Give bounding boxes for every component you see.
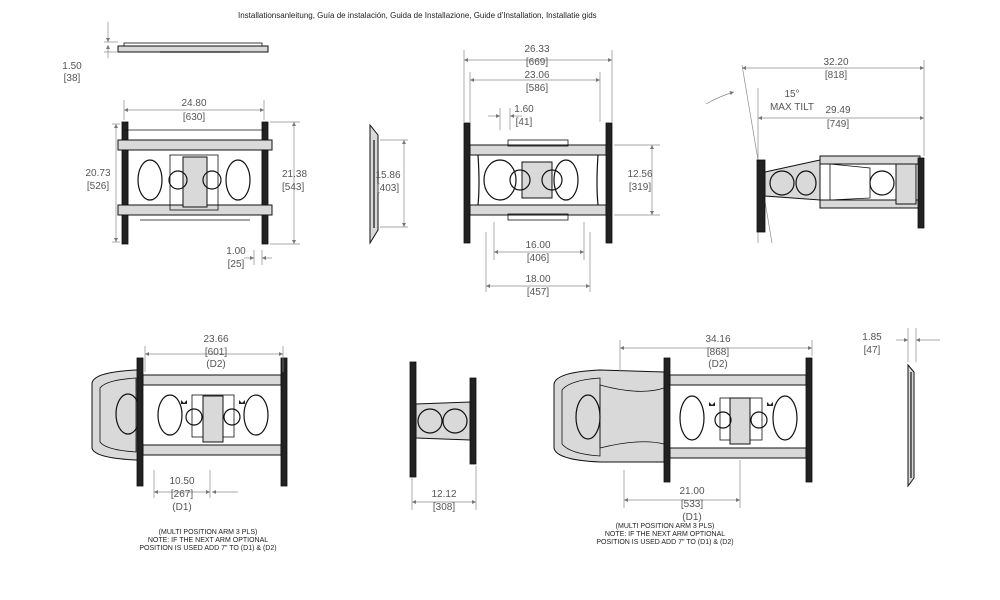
dim-1-60-mm: [41] (515, 117, 533, 128)
dim-34-16-tag: (D2) (708, 359, 728, 370)
view-front (112, 100, 300, 265)
dim-23-66-mm: [601] (204, 347, 228, 358)
dim-12-56-mm: [319] (628, 182, 652, 193)
dim-26-33: 26.33 (524, 44, 550, 55)
dim-1-00-mm: [25] (227, 259, 245, 270)
dim-23-66-tag: (D2) (206, 359, 226, 370)
dim-32-20: 32.20 (823, 57, 849, 68)
dim-18-00: 18.00 (525, 274, 551, 285)
dim-1-85: 1.85 (862, 332, 882, 343)
dim-23-06-mm: [586] (525, 83, 549, 94)
dim-16-00-mm: [406] (526, 253, 550, 264)
dim-16-00: 16.00 (525, 240, 551, 251)
dim-10-50-mm: [267] (170, 489, 194, 500)
note-right-line2: NOTE: IF THE NEXT ARM OPTIONAL (604, 531, 726, 538)
view-thin-side-right (896, 328, 940, 486)
dim-10-50-tag: (D1) (172, 502, 192, 513)
header-title: Installationsanleitung, Guía de instalación, Guida de Installazione, Guide d'Installation, Installatie gids (238, 11, 597, 20)
dim-18-00-mm: [457] (526, 287, 550, 298)
dim-15-86-mm: [403] (376, 183, 400, 194)
dim-1-00: 1.00 (226, 246, 246, 257)
view-extended-right (554, 340, 812, 508)
dim-12-12: 12.12 (431, 489, 457, 500)
dim-24-80: 24.80 (181, 98, 207, 109)
view-tilt (706, 60, 924, 243)
dim-12-12-mm: [308] (432, 502, 456, 513)
dim-1-85-mm: [47] (863, 345, 881, 356)
note-right-line3: POSITION IS USED ADD 7" TO (D1) & (D2) (596, 539, 734, 546)
dim-24-80-mm: [630] (182, 112, 206, 123)
dim-23-06: 23.06 (524, 70, 550, 81)
dim-26-33-mm: [669] (525, 57, 549, 68)
dim-1-50: 1.50 (62, 61, 82, 72)
note-left-line3: POSITION IS USED ADD 7" TO (D1) & (D2) (139, 545, 277, 552)
note-left-line1: (MULTI POSITION ARM 3 PLS) (158, 529, 258, 536)
tilt-label: MAX TILT (769, 102, 815, 113)
dim-1-50-mm: [38] (63, 73, 81, 84)
view-profile-top (104, 22, 268, 58)
dim-12-56: 12.56 (627, 169, 653, 180)
dim-20-73-mm: [526] (86, 181, 110, 192)
dim-29-49-mm: [749] (826, 119, 850, 130)
dim-20-73: 20.73 (85, 168, 111, 179)
dim-29-49: 29.49 (825, 105, 851, 116)
dim-32-20-mm: [818] (824, 70, 848, 81)
dim-15-86: 15.86 (375, 170, 401, 181)
dim-21-00-mm: [533] (680, 499, 704, 510)
dim-21-38-mm: [543] (282, 182, 305, 193)
tilt-degree: 15° (784, 89, 800, 100)
dim-21-00: 21.00 (679, 486, 705, 497)
view-arm-side (410, 362, 476, 510)
dim-21-38: 21.38 (282, 169, 308, 180)
dim-21-00-tag: (D1) (682, 512, 702, 523)
dim-34-16-mm: [868] (706, 347, 730, 358)
dim-1-60: 1.60 (514, 104, 534, 115)
note-right-line1: (MULTI POSITION ARM 3 PLS) (615, 523, 715, 530)
note-left-line2: NOTE: IF THE NEXT ARM OPTIONAL (147, 537, 269, 544)
dim-10-50: 10.50 (169, 476, 195, 487)
dim-23-66: 23.66 (203, 334, 229, 345)
dim-34-16: 34.16 (705, 334, 731, 345)
